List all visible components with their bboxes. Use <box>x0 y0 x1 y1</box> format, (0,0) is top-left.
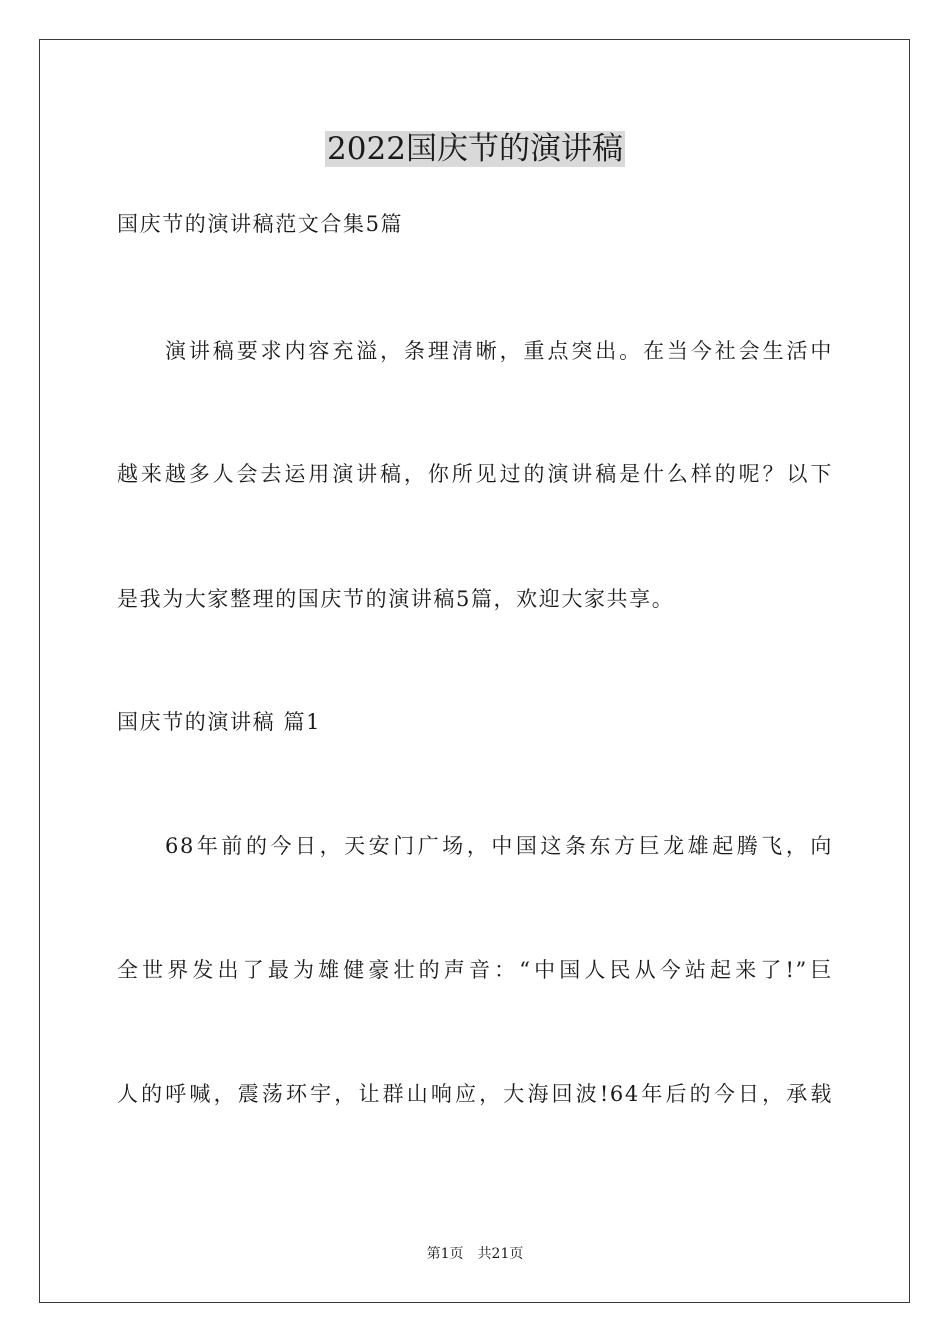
paragraph-line: 越来越多人会去运用演讲稿，你所见过的演讲稿是什么样的呢？以下 <box>117 462 833 486</box>
paragraph-line: 是我为大家整理的国庆节的演讲稿5篇，欢迎大家共享。 <box>117 587 675 611</box>
document-title <box>0 127 950 171</box>
section-heading: 国庆节的演讲稿 篇1 <box>117 710 322 734</box>
page-total: 共21页 <box>477 1246 524 1262</box>
paragraph-line: 68年前的今日，天安门广场，中国这条东方巨龙雄起腾飞，向 <box>165 834 833 858</box>
paragraph-line: 全世界发出了最为雄健豪壮的声音：“中国人民从今站起来了!”巨 <box>117 958 833 982</box>
page-number: 第1页 <box>426 1246 464 1262</box>
subtitle-line: 国庆节的演讲稿范文合集5篇 <box>117 212 404 236</box>
paragraph-line: 人的呼喊，震荡环宇，让群山响应，大海回波!64年后的今日，承载 <box>117 1082 833 1106</box>
title-text: 2022国庆节的演讲稿 <box>327 131 623 167</box>
paragraph-line: 演讲稿要求内容充溢，条理清晰，重点突出。在当今社会生活中 <box>165 339 833 363</box>
page-footer <box>0 1244 950 1264</box>
